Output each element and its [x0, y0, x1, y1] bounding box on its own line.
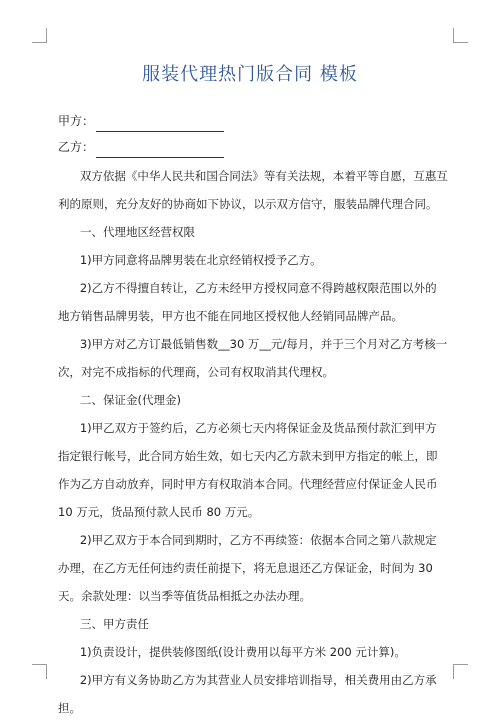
party-a-label: 甲方：: [58, 114, 95, 128]
party-a-blank: [96, 119, 224, 132]
intro-paragraph: 双方依据《中华人民共和国合同法》等有关法规，本着平等自愿，互惠互利的原则，充分友好的协商如下协议，以示双方信守，服装品牌代理合同。: [58, 169, 448, 211]
document-body: [58, 110, 448, 722]
party-a-line: [58, 110, 448, 132]
section-2-item-1: 1)甲乙双方于签约后，乙方必须七天内将保证金及货品预付款汇到甲方指定银行帐号，此合同方始生效，如七天内乙方款未到甲方指定的帐上，即作为乙方自动放弃，同时甲方有权取消本合同。代理经营应付保证金人民币 10 万元，货品预付款人民币 80 万元。: [58, 421, 438, 519]
party-b-blank: [96, 145, 224, 158]
section-2-heading: 二、保证金(代理金): [80, 393, 181, 407]
section-2-item-2: 2)甲乙双方于本合同到期时，乙方不再续签：依据本合同之第八款规定办理，在乙方无任何违约责任前提下，将无息退还乙方保证金，时间为 30 天。余款处理：以当季等值货品相抵之办法办理。: [58, 533, 437, 603]
section-3-heading: 三、甲方责任: [80, 617, 149, 631]
section-3-item-1: 1)负责设计，提供装修图纸(设计费用以每平方米 200 元计算)。: [79, 645, 406, 659]
corner-mark-top-left: [32, 28, 47, 43]
section-1-item-1: 1)甲方同意将品牌男装在北京经销权授予乙方。: [79, 253, 322, 267]
document-title: 服装代理热门版合同 模板: [142, 64, 358, 85]
section-3-item-2: 2)甲方有义务协助乙方为其营业人员安排培训指导，相关费用由乙方承担。: [58, 673, 437, 715]
section-1-item-3: 3)甲方对乙方订最低销售数__30 万__元/每月，并于三个月对乙方考核一次，对完不成指标的代理商，公司有权取消其代理权。: [58, 337, 448, 379]
party-b-label: 乙方：: [58, 140, 95, 154]
corner-mark-top-right: [453, 28, 468, 43]
corner-mark-bottom-left: [32, 664, 47, 679]
section-1-heading: 一、代理地区经营权限: [80, 225, 195, 239]
section-1-item-2: 2)乙方不得擅自转让，乙方未经甲方授权同意不得跨越权限范围以外的地方销售品牌男装，甲方也不能在同地区授权他人经销同品牌产品。: [58, 281, 437, 323]
party-b-line: [58, 136, 448, 158]
corner-mark-bottom-right: [453, 664, 468, 679]
